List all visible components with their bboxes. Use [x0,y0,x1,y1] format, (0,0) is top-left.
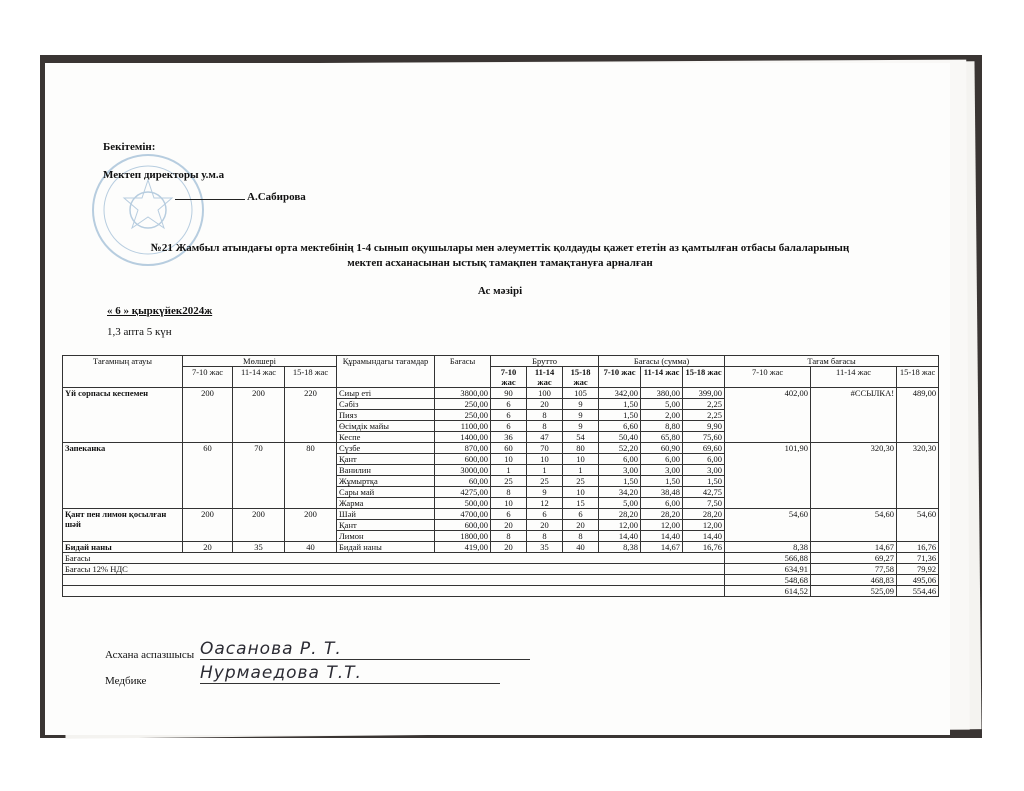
cook-name-handwritten: Оасанова Р. Т. [200,639,530,660]
signature-line [175,199,245,200]
header-age: 11-14 жас [233,367,285,388]
sum-cell: 5,00 [641,399,683,410]
brutto-cell: 6 [491,399,527,410]
header-age: 7-10 жас [491,367,527,388]
total-value: 79,92 [897,564,939,575]
sum-cell: 52,20 [599,443,641,454]
ingredient-name: Өсімдік майы [337,421,435,432]
brutto-cell: 10 [491,498,527,509]
ingredient-price: 60,00 [435,476,491,487]
sum-cell: 34,20 [599,487,641,498]
sum-cell: 399,00 [683,388,725,399]
ingredient-name: Қант [337,454,435,465]
menu-table [62,355,939,597]
header-age: 11-14 жас [641,367,683,388]
brutto-cell: 25 [563,476,599,487]
sum-cell: 1,50 [599,399,641,410]
sum-cell: 2,00 [641,410,683,421]
portion-cell: 200 [183,388,233,443]
total-label: Бағасы 12% НДС [63,564,725,575]
total-value: 554,46 [897,586,939,597]
dish-price-cell: 402,00 [725,388,811,443]
portion-cell: 200 [233,509,285,542]
total-value: 77,58 [811,564,897,575]
brutto-cell: 80 [563,443,599,454]
brutto-cell: 9 [563,399,599,410]
brutto-cell: 35 [527,542,563,553]
ingredient-price: 1800,00 [435,531,491,542]
approval-block [103,140,306,204]
header-price: Бағасы [435,356,491,388]
ingredient-price: 600,00 [435,520,491,531]
ingredient-name: Жарма [337,498,435,509]
brutto-cell: 47 [527,432,563,443]
sum-cell: 3,00 [683,465,725,476]
ingredient-price: 250,00 [435,399,491,410]
ingredient-price: 500,00 [435,498,491,509]
total-value: 69,27 [811,553,897,564]
dish-price-cell: 54,60 [811,509,897,542]
sum-cell: 6,60 [599,421,641,432]
approval-name: А.Сабирова [247,191,306,203]
brutto-cell: 20 [527,399,563,410]
table-row [63,542,939,553]
dish-price-cell: #ССЫЛКА! [811,388,897,443]
table-row [63,388,939,399]
dish-price-cell: 14,67 [811,542,897,553]
portion-cell: 80 [285,443,337,509]
header-age: 7-10 жас [725,367,811,388]
brutto-cell: 8 [527,410,563,421]
ingredient-name: Қант [337,520,435,531]
sum-cell: 5,00 [599,498,641,509]
header-age: 11-14 жас [811,367,897,388]
brutto-cell: 8 [527,531,563,542]
brutto-cell: 10 [491,454,527,465]
ingredient-price: 3800,00 [435,388,491,399]
brutto-cell: 6 [491,410,527,421]
sum-cell: 69,60 [683,443,725,454]
table-row [63,443,939,454]
brutto-cell: 1 [527,465,563,476]
dish-name: Үй сорпасы кеспемен [63,388,183,443]
sum-cell: 28,20 [683,509,725,520]
brutto-cell: 8 [491,487,527,498]
approval-heading: Бекітемін: [103,141,156,153]
brutto-cell: 25 [491,476,527,487]
ingredient-price: 419,00 [435,542,491,553]
ingredient-price: 250,00 [435,410,491,421]
brutto-cell: 9 [527,487,563,498]
header-brutto: Брутто [491,356,599,367]
brutto-cell: 6 [563,509,599,520]
brutto-cell: 70 [527,443,563,454]
header-age: 15-18 жас [285,367,337,388]
header-dish-price: Тағам бағасы [725,356,939,367]
header-age: 7-10 жас [183,367,233,388]
portion-cell: 35 [233,542,285,553]
dish-price-cell: 54,60 [725,509,811,542]
brutto-cell: 9 [563,421,599,432]
dish-name: Запеканка [63,443,183,509]
portion-cell: 200 [233,388,285,443]
header-portion: Мөлшері [183,356,337,367]
approval-position: Мектеп директоры у.м.а [103,169,225,181]
dish-price-cell: 16,76 [897,542,939,553]
ingredient-name: Шәй [337,509,435,520]
sum-cell: 342,00 [599,388,641,399]
total-value: 548,68 [725,575,811,586]
total-row [63,553,939,564]
dish-price-cell: 320,30 [897,443,939,509]
sum-cell: 42,75 [683,487,725,498]
ingredient-price: 1100,00 [435,421,491,432]
sum-cell: 2,25 [683,399,725,410]
brutto-cell: 8 [563,531,599,542]
total-value: 634,91 [725,564,811,575]
total-value: 566,88 [725,553,811,564]
dish-price-cell: 489,00 [897,388,939,443]
table-row [63,509,939,520]
dish-name: Бидай наны [63,542,183,553]
brutto-cell: 54 [563,432,599,443]
ingredient-name: Сәбіз [337,399,435,410]
title-line-2: мектеп асханасынан ыстық тамақпен тамақтануға арналған [347,257,653,269]
nurse-name-handwritten: Нурмаедова Т.Т. [200,663,500,684]
sum-cell: 12,00 [599,520,641,531]
brutto-cell: 8 [527,421,563,432]
sum-cell: 6,00 [683,454,725,465]
sum-cell: 60,90 [641,443,683,454]
sum-cell: 65,80 [641,432,683,443]
sum-cell: 14,40 [599,531,641,542]
portion-cell: 40 [285,542,337,553]
ingredient-name: Пияз [337,410,435,421]
sum-cell: 1,50 [641,476,683,487]
total-label: Бағасы [63,553,725,564]
brutto-cell: 8 [491,531,527,542]
total-row [63,575,939,586]
ingredient-name: Кеспе [337,432,435,443]
brutto-cell: 6 [527,509,563,520]
ingredient-price: 3000,00 [435,465,491,476]
ingredient-name: Жұмыртқа [337,476,435,487]
header-dish: Тағамның атауы [63,356,183,388]
ingredient-price: 600,00 [435,454,491,465]
sum-cell: 8,38 [599,542,641,553]
dish-name: Қант пен лимон қосылған шәй [63,509,183,542]
sum-cell: 7,50 [683,498,725,509]
header-age: 11-14 жас [527,367,563,388]
portion-cell: 200 [285,509,337,542]
ingredient-name: Сиыр еті [337,388,435,399]
dish-price-cell: 101,90 [725,443,811,509]
portion-cell: 200 [183,509,233,542]
sum-cell: 12,00 [641,520,683,531]
sum-cell: 14,67 [641,542,683,553]
brutto-cell: 6 [491,421,527,432]
sum-cell: 50,40 [599,432,641,443]
brutto-cell: 20 [491,542,527,553]
sum-cell: 2,25 [683,410,725,421]
header-sum: Бағасы (сумма) [599,356,725,367]
ingredient-price: 870,00 [435,443,491,454]
total-row [63,564,939,575]
sum-cell: 6,00 [599,454,641,465]
sum-cell: 380,00 [641,388,683,399]
ingredient-name: Лимон [337,531,435,542]
total-value: 614,52 [725,586,811,597]
header-ingredients: Құрамындағы тағамдар [337,356,435,388]
brutto-cell: 15 [563,498,599,509]
menu-title: Ас мәзірі [477,285,523,297]
brutto-cell: 36 [491,432,527,443]
ingredient-price: 4275,00 [435,487,491,498]
brutto-cell: 1 [563,465,599,476]
sum-cell: 1,50 [683,476,725,487]
ingredient-name: Ванилин [337,465,435,476]
ingredient-name: Сүзбе [337,443,435,454]
portion-cell: 60 [183,443,233,509]
portion-cell: 20 [183,542,233,553]
total-row [63,586,939,597]
ingredient-name: Сары май [337,487,435,498]
sum-cell: 3,00 [641,465,683,476]
sum-cell: 1,50 [599,410,641,421]
total-label [63,586,725,597]
brutto-cell: 1 [491,465,527,476]
brutto-cell: 10 [527,454,563,465]
sum-cell: 1,50 [599,476,641,487]
sum-cell: 16,76 [683,542,725,553]
ingredient-price: 4700,00 [435,509,491,520]
total-value: 71,36 [897,553,939,564]
ingredient-name: Бидай наны [337,542,435,553]
total-value: 495,06 [897,575,939,586]
brutto-cell: 10 [563,487,599,498]
brutto-cell: 9 [563,410,599,421]
header-age: 7-10 жас [599,367,641,388]
menu-date: « 6 » қыркүйек2024ж [107,305,213,317]
total-label [63,575,725,586]
document-title [110,241,890,271]
menu-week: 1,3 апта 5 күн [107,326,172,338]
ingredient-price: 1400,00 [435,432,491,443]
brutto-cell: 105 [563,388,599,399]
portion-cell: 70 [233,443,285,509]
brutto-cell: 20 [491,520,527,531]
sum-cell: 75,60 [683,432,725,443]
title-line-1: №21 Жамбыл атындағы орта мектебінің 1-4 сынып оқушылары мен әлеуметтік қолдауды қажет ететін аз қамтылған отбасы балаларының [150,242,850,254]
total-value: 468,83 [811,575,897,586]
brutto-cell: 20 [527,520,563,531]
nurse-label: Медбике [105,675,147,687]
brutto-cell: 60 [491,443,527,454]
sum-cell: 3,00 [599,465,641,476]
brutto-cell: 20 [563,520,599,531]
sum-cell: 38,48 [641,487,683,498]
dish-price-cell: 320,30 [811,443,897,509]
dish-price-cell: 8,38 [725,542,811,553]
sum-cell: 9,90 [683,421,725,432]
sum-cell: 28,20 [599,509,641,520]
brutto-cell: 25 [527,476,563,487]
header-age: 15-18 жас [563,367,599,388]
sum-cell: 8,80 [641,421,683,432]
brutto-cell: 6 [491,509,527,520]
total-value: 525,09 [811,586,897,597]
sum-cell: 6,00 [641,454,683,465]
dish-price-cell: 54,60 [897,509,939,542]
header-age: 15-18 жас [897,367,939,388]
sum-cell: 14,40 [683,531,725,542]
sum-cell: 14,40 [641,531,683,542]
portion-cell: 220 [285,388,337,443]
approval-signature [175,190,306,204]
brutto-cell: 12 [527,498,563,509]
cook-label: Асхана аспазшысы [105,649,195,661]
header-age: 15-18 жас [683,367,725,388]
brutto-cell: 100 [527,388,563,399]
sum-cell: 12,00 [683,520,725,531]
brutto-cell: 10 [563,454,599,465]
brutto-cell: 90 [491,388,527,399]
brutto-cell: 40 [563,542,599,553]
sum-cell: 6,00 [641,498,683,509]
sum-cell: 28,20 [641,509,683,520]
